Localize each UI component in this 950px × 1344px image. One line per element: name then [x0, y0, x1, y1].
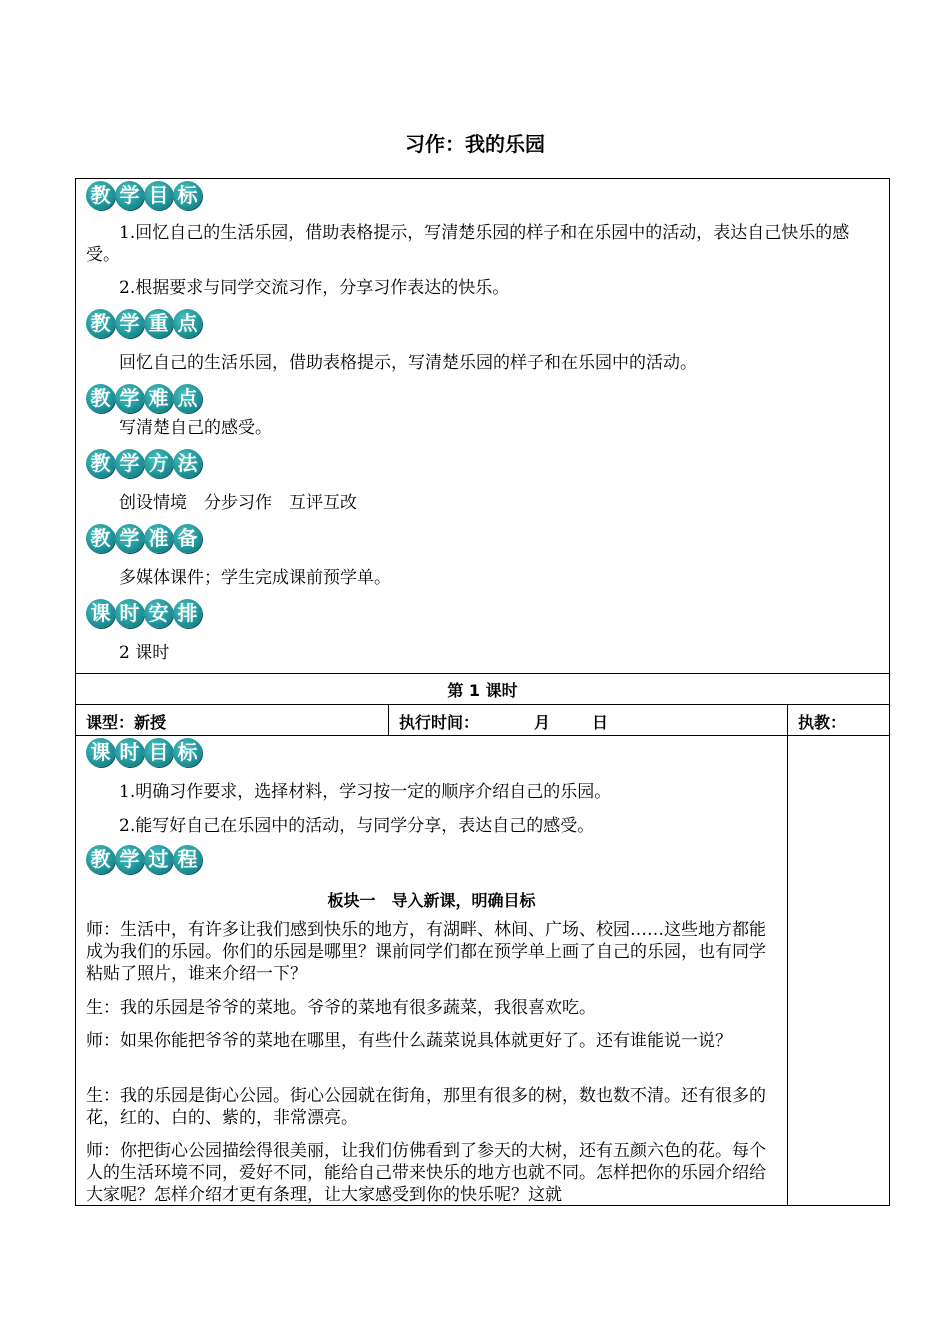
lesson-title: 第 1 课时: [447, 681, 518, 700]
preparation-heading: [86, 524, 202, 553]
heading-badge-char: 点: [173, 384, 202, 413]
heading-badge-char: 学: [115, 845, 144, 874]
schedule-heading: [86, 599, 202, 628]
heading-badge-char: 时: [115, 738, 144, 767]
cell-divider: [388, 705, 389, 735]
dialogue-paragraph: 生：我的乐园是街心公园。街心公园就在街角，那里有很多的树，数也数不清。还有很多的花，红的、白的、紫的，非常漂亮。: [86, 1086, 766, 1128]
heading-badge-char: 教: [86, 181, 115, 210]
difficulties-text: 写清楚自己的感受。: [119, 418, 272, 438]
objective-item: 2.根据要求与同学交流习作，分享习作表达的快乐。: [119, 278, 510, 298]
lesson-type: 课型：新授: [86, 713, 167, 732]
month-label: 月: [534, 713, 551, 732]
heading-badge-char: 目: [144, 181, 173, 210]
lesson-info-row: [75, 704, 890, 736]
heading-badge-char: 学: [115, 309, 144, 338]
heading-badge-char: 过: [144, 845, 173, 874]
key-points-heading: [86, 309, 202, 338]
dialogue-paragraph: 生：我的乐园是爷爷的菜地。爷爷的菜地有很多蔬菜，我很喜欢吃。: [86, 998, 596, 1018]
heading-badge-char: 学: [115, 449, 144, 478]
heading-badge-char: 课: [86, 738, 115, 767]
heading-badge-char: 教: [86, 309, 115, 338]
lesson-title-row: [75, 673, 890, 705]
plan-overview-box: [75, 178, 890, 674]
heading-badge-char: 难: [144, 384, 173, 413]
methods-heading: [86, 449, 202, 478]
objective-item: 1.回忆自己的生活乐园，借助表格提示，写清楚乐园的样子和在乐园中的活动，表达自己快乐的感受。: [86, 223, 850, 265]
heading-badge-char: 时: [115, 599, 144, 628]
dialogue-paragraph: 师：生活中，有许多让我们感到快乐的地方，有湖畔、林间、广场、校园……这些地方都能成为我们的乐园。你们的乐园是哪里？课前同学们都在预学单上画了自己的乐园，也有同学粘贴了照片，谁来介绍一下？: [86, 920, 766, 984]
heading-badge-char: 法: [173, 449, 202, 478]
heading-badge-char: 程: [173, 845, 202, 874]
lesson-content-column: [76, 736, 787, 1205]
heading-badge-char: 标: [173, 181, 202, 210]
heading-badge-char: 方: [144, 449, 173, 478]
dialogue-paragraph: 师：如果你能把爷爷的菜地在哪里，有些什么蔬菜说具体就更好了。还有谁能说一说？: [86, 1031, 732, 1051]
process-heading: [86, 845, 202, 874]
page-title: 习作：我的乐园: [405, 132, 545, 156]
day-label: 日: [592, 713, 609, 732]
exec-time-label: 执行时间：: [399, 713, 480, 732]
heading-badge-char: 教: [86, 524, 115, 553]
key-points-text: 回忆自己的生活乐园，借助表格提示，写清楚乐园的样子和在乐园中的活动。: [119, 353, 697, 373]
heading-badge-char: 排: [173, 599, 202, 628]
schedule-text: 2 课时: [119, 643, 170, 663]
cell-divider: [787, 705, 788, 735]
heading-badge-char: 学: [115, 384, 144, 413]
objectives-heading: [86, 181, 202, 210]
heading-badge-char: 重: [144, 309, 173, 338]
lesson-goals-heading: [86, 738, 202, 767]
block-title: 板块一 导入新课，明确目标: [327, 891, 536, 910]
preparation-text: 多媒体课件；学生完成课前预学单。: [119, 568, 391, 588]
dialogue-paragraph: 师：你把街心公园描绘得很美丽，让我们仿佛看到了参天的大树，还有五颜六色的花。每个人的生活环境不同，爱好不同，能给自己带来快乐的地方也就不同。怎样把你的乐园介绍给大家呢？怎样介绍才更有条理，让大家感受到你的快乐呢？这就: [86, 1141, 766, 1205]
heading-badge-char: 学: [115, 524, 144, 553]
lesson-content-box: [75, 735, 890, 1206]
notes-column-divider: [787, 736, 788, 1205]
heading-badge-char: 目: [144, 738, 173, 767]
heading-badge-char: 教: [86, 845, 115, 874]
heading-badge-char: 学: [115, 181, 144, 210]
teacher-label: 执教：: [798, 713, 847, 732]
heading-badge-char: 安: [144, 599, 173, 628]
lesson-goal-item: 1.明确习作要求，选择材料，学习按一定的顺序介绍自己的乐园。: [119, 782, 612, 802]
heading-badge-char: 标: [173, 738, 202, 767]
heading-badge-char: 课: [86, 599, 115, 628]
methods-text: 创设情境 分步习作 互评互改: [119, 493, 357, 513]
difficulties-heading: [86, 384, 202, 413]
heading-badge-char: 教: [86, 384, 115, 413]
heading-badge-char: 教: [86, 449, 115, 478]
heading-badge-char: 备: [173, 524, 202, 553]
lesson-goal-item: 2.能写好自己在乐园中的活动，与同学分享，表达自己的感受。: [119, 816, 595, 836]
heading-badge-char: 准: [144, 524, 173, 553]
heading-badge-char: 点: [173, 309, 202, 338]
